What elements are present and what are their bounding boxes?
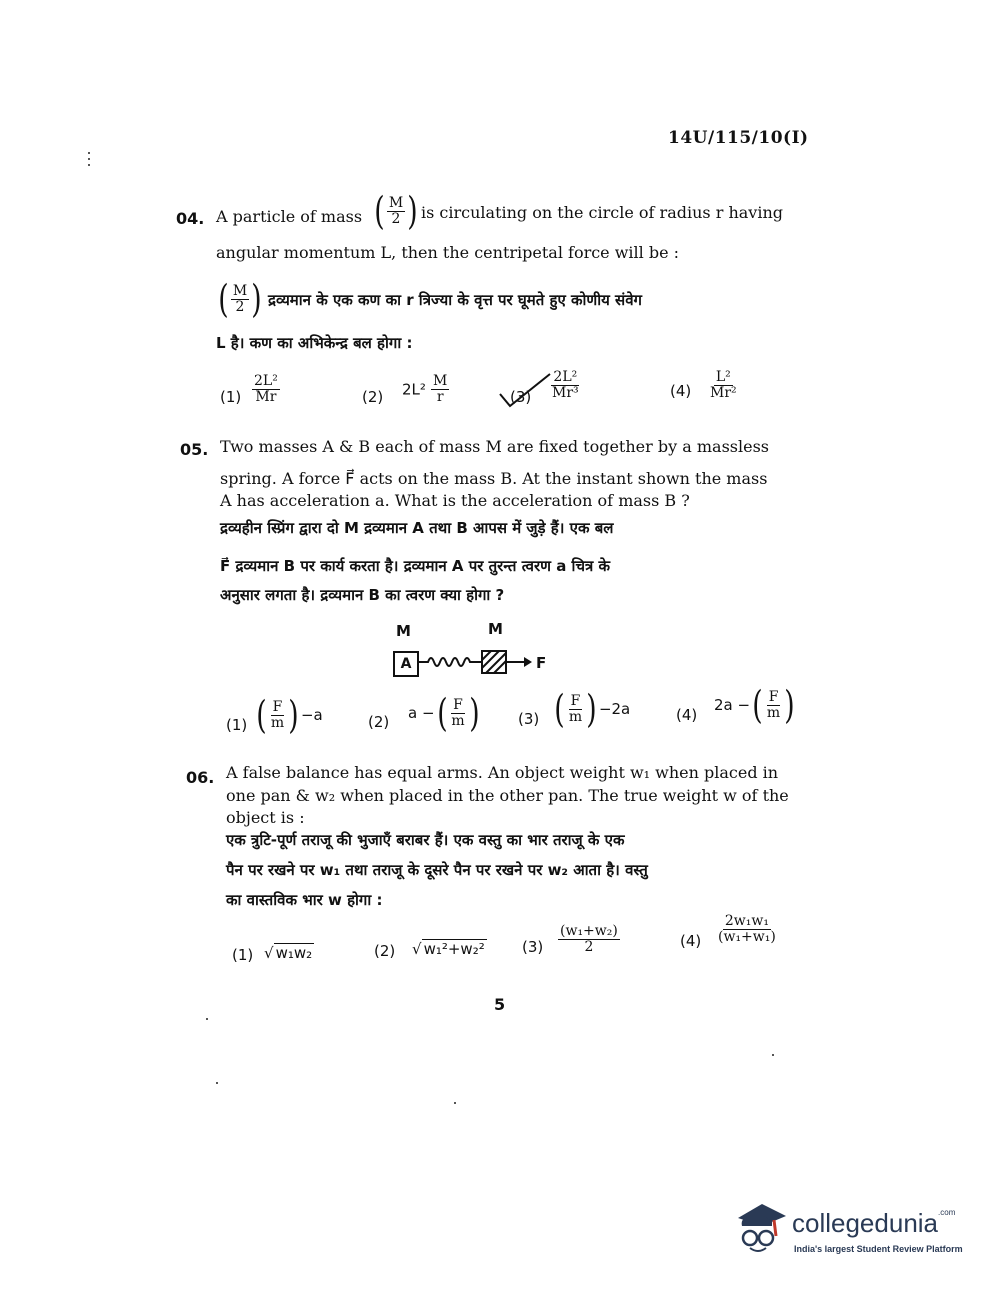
q04-en-line2: angular momentum L, then the centripetal force will be : [216, 243, 680, 262]
q06-opt4: $\frac{\text{2w₁w₁}}{\text{(w₁+w₁)}}$ [718, 913, 776, 945]
scan-dot [88, 164, 90, 166]
q04-hi-line2: L है। कण का अभिकेन्द्र बल होगा : [216, 334, 413, 352]
q06-en-line2: one pan & w₂ when placed in the other pan. The true weight w of the [226, 786, 789, 805]
q06-number: 06. [186, 768, 215, 787]
page-number: 5 [494, 995, 506, 1014]
fig-force-label: F [536, 654, 547, 672]
q04-opt1: $\frac{\text{2L²}}{Mr}$ [254, 373, 278, 405]
q05-opt2: a − ( $\frac{F}{m}$ ) [408, 691, 480, 735]
q05-hi-line2: F⃗ द्रव्यमान B पर कार्य करता है। द्रव्यमान A पर तुरन्त त्वरण a चित्र के [220, 557, 610, 575]
q05-opt3-label: (3) [518, 710, 540, 728]
scan-dot [772, 1054, 774, 1056]
sqrt-icon: √ [264, 944, 274, 962]
q06-hi-line2: पैन पर रखने पर w₁ तथा तराजू के दूसरे पैन पर रखने पर w₂ आता है। वस्तु [226, 861, 648, 879]
q06-opt2-label: (2) [374, 942, 396, 960]
q05-opt1-label: (1) [226, 716, 248, 734]
q06-opt1-label: (1) [232, 946, 254, 964]
fig-mass-b-label: M [488, 620, 503, 638]
q05-opt4: 2a − ( $\frac{F}{m}$ ) [714, 683, 795, 727]
q05-en-line2: spring. A force F⃗ acts on the mass B. At the instant shown the mass [220, 469, 768, 488]
q06-opt3-label: (3) [522, 938, 544, 956]
scan-dot [88, 158, 90, 160]
q06-hi-line1: एक त्रुटि-पूर्ण तराजू की भुजाएँ बराबर हैं। एक वस्तु का भार तराजू के एक [226, 831, 625, 849]
q05-opt1: ( $\frac{F}{m}$ ) −a [256, 693, 323, 737]
q05-opt2-label: (2) [368, 713, 390, 731]
q05-opt3: ( $\frac{F}{m}$ ) −2a [554, 687, 631, 731]
q05-en-line1: Two masses A & B each of mass M are fixed together by a massless [220, 437, 769, 456]
q04-opt4-label: (4) [670, 382, 692, 400]
q06-opt3: $\frac{\text{(w₁+w₂)}}{2}$ [560, 923, 618, 955]
scan-dot [454, 1102, 456, 1104]
tick-mark-icon [496, 370, 556, 410]
q06-en-line1: A false balance has equal arms. An object weight w₁ when placed in [226, 763, 779, 782]
fig-block-a: A [393, 651, 419, 677]
q04-en-line1b: is circulating on the circle of radius r having [421, 203, 783, 222]
q04-hi-line1: द्रव्यमान के एक कण का r त्रिज्या के वृत्त पर घूमते हुए कोणीय संवेग [268, 291, 642, 309]
scan-dot [216, 1082, 218, 1084]
q06-opt2: √ w₁²+w₂² [412, 940, 485, 958]
q04-en-line1a: A particle of mass [216, 207, 363, 226]
q04-number: 04. [176, 209, 205, 228]
q04-opt3-label: (3) [510, 388, 532, 406]
q05-hi-line1: द्रव्यहीन स्प्रिंग द्वारा दो M द्रव्यमान A तथा B आपस में जुड़े हैं। एक बल [220, 519, 614, 537]
q06-opt4-label: (4) [680, 932, 702, 950]
collegedunia-wordmark: collegedunia$^{.com}$ [792, 1208, 956, 1238]
collegedunia-tagline: India's largest Student Review Platform [794, 1244, 963, 1254]
q04-opt2: 2L² $\frac{M}{r}$ [402, 373, 448, 405]
q05-en-line3: A has acceleration a. What is the acceleration of mass B ? [220, 491, 690, 510]
q06-hi-line3: का वास्तविक भार w होगा : [226, 891, 383, 909]
q04-mass-fraction: ( $\frac{M}{2}$ ) [374, 189, 418, 233]
q05-opt4-label: (4) [676, 706, 698, 724]
scan-dot [206, 1018, 208, 1020]
q04-opt1-label: (1) [220, 388, 242, 406]
q04-opt3: $\frac{\text{2L²}}{\text{Mr³}}$ [552, 369, 579, 401]
q06-en-line3: object is : [226, 808, 305, 827]
collegedunia-logo-icon [732, 1196, 788, 1256]
sqrt-icon: √ [412, 940, 422, 958]
paper-code: 14U/115/10(I) [668, 128, 809, 148]
q05-number: 05. [180, 440, 209, 459]
fig-mass-a-label: M [396, 622, 411, 640]
scan-dot [88, 152, 90, 154]
q06-opt1: √ w₁w₂ [264, 944, 313, 962]
q04-opt2-label: (2) [362, 388, 384, 406]
q05-hi-line3: अनुसार लगता है। द्रव्यमान B का त्वरण क्या होगा ? [220, 586, 505, 604]
spring-diagram [418, 648, 548, 676]
q04-opt4: $\frac{\text{L²}}{\text{Mr²}}$ [710, 369, 737, 401]
q04-hi-mass-fraction: ( $\frac{M}{2}$ ) [218, 277, 262, 321]
